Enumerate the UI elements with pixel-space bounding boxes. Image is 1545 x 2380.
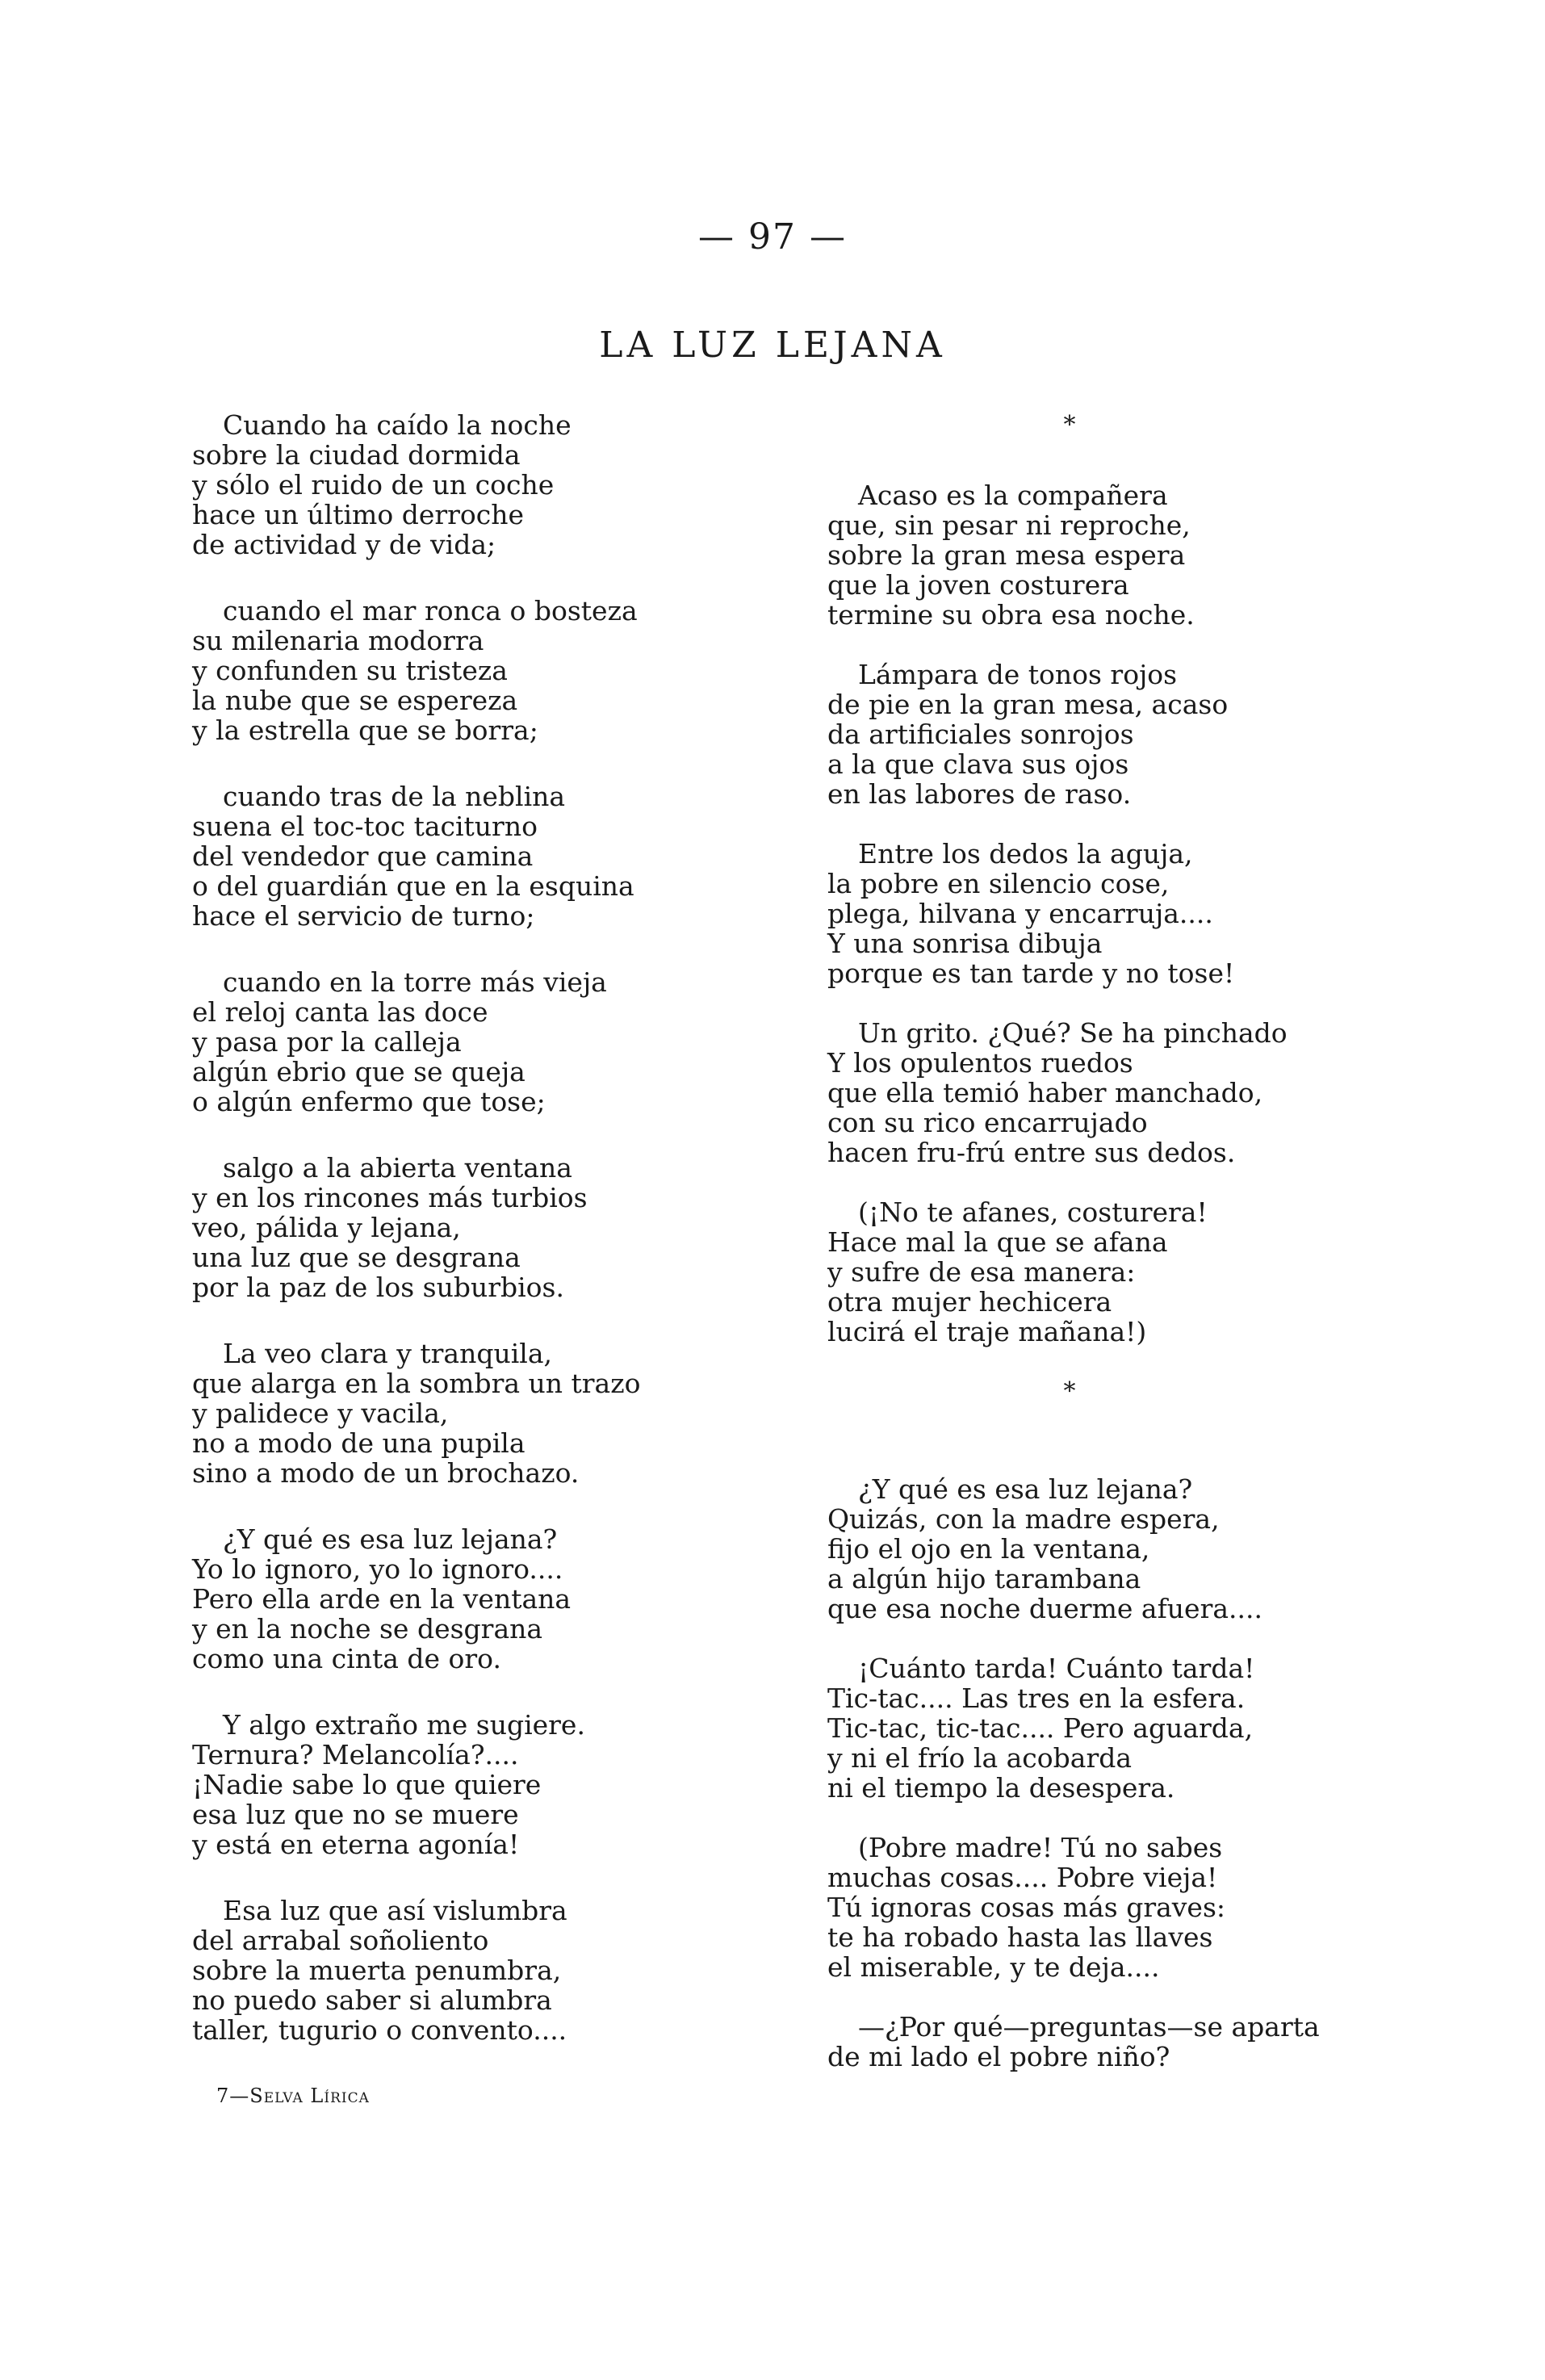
verse-line: fijo el ojo en la ventana, xyxy=(827,1533,1150,1565)
verse-line: porque es tan tarde y no tose! xyxy=(827,957,1235,989)
verse-line: a algún hijo tarambana xyxy=(827,1563,1141,1594)
verse-line: una luz que se desgrana xyxy=(192,1242,521,1273)
verse-line: ni el tiempo la desespera. xyxy=(827,1772,1175,1804)
verse-line: hace el servicio de turno; xyxy=(192,900,535,932)
verse-line: veo, pálida y lejana, xyxy=(192,1212,461,1243)
verse-line: sino a modo de un brochazo. xyxy=(192,1457,580,1489)
verse-line: del vendedor que camina xyxy=(192,840,534,872)
verse-line: Quizás, con la madre espera, xyxy=(827,1503,1220,1535)
stanza xyxy=(192,781,757,931)
stanza xyxy=(827,839,1392,988)
verse-line: (Pobre madre! Tú no sabes xyxy=(858,1832,1223,1863)
verse-line: Ternura? Melancolía?.... xyxy=(192,1739,519,1770)
verse-line: Lámpara de tonos rojos xyxy=(858,659,1178,690)
verse-line: el miserable, y te deja.... xyxy=(827,1951,1160,1983)
verse-line: Cuando ha caído la noche xyxy=(223,409,572,441)
stanza xyxy=(827,1018,1392,1167)
stanza xyxy=(192,596,757,745)
right-column xyxy=(827,410,1392,2101)
verse-line: o algún enfermo que tose; xyxy=(192,1086,546,1117)
verse-line: hacen fru-frú entre sus dedos. xyxy=(827,1137,1236,1168)
verse-line: Tic-tac, tic-tac.... Pero aguarda, xyxy=(827,1712,1254,1744)
stanza xyxy=(192,1339,757,1488)
verse-line: Acaso es la compañera xyxy=(858,480,1168,511)
verse-line: Entre los dedos la aguja, xyxy=(858,838,1193,869)
verse-line: que ella temió haber manchado, xyxy=(827,1077,1263,1108)
verse-line: La veo clara y tranquila, xyxy=(223,1338,553,1369)
stanza xyxy=(192,1710,757,1859)
verse-line: te ha robado hasta las llaves xyxy=(827,1921,1213,1953)
verse-line: muchas cosas.... Pobre vieja! xyxy=(827,1862,1218,1893)
verse-line: Hace mal la que se afana xyxy=(827,1226,1168,1258)
verse-line: ¡Nadie sabe lo que quiere xyxy=(192,1769,542,1800)
verse-line: Y algo extraño me sugiere. xyxy=(223,1709,585,1741)
verse-line: el reloj canta las doce xyxy=(192,996,488,1028)
stanza xyxy=(827,660,1392,809)
verse-line: que esa noche duerme afuera.... xyxy=(827,1593,1262,1624)
stanza xyxy=(827,1833,1392,1982)
verse-line: del arrabal soñoliento xyxy=(192,1925,489,1956)
verse-line: y en los rincones más turbios xyxy=(192,1182,588,1213)
verse-line: con su rico encarrujado xyxy=(827,1107,1148,1138)
verse-line: —¿Por qué—preguntas—se aparta xyxy=(858,2011,1320,2043)
stanza xyxy=(192,1896,757,2045)
verse-line: taller, tugurio o convento.... xyxy=(192,2014,567,2046)
verse-line: suena el toc-toc taciturno xyxy=(192,811,538,842)
poem-title: LA LUZ LEJANA xyxy=(599,325,946,366)
stanza xyxy=(827,1653,1392,1803)
verse-line: y está en eterna agonía! xyxy=(192,1829,520,1860)
stanza-separator: * xyxy=(1063,1377,1076,1406)
verse-line: que la joven costurera xyxy=(827,569,1129,601)
verse-line: hace un último derroche xyxy=(192,499,525,530)
verse-line: no puedo saber si alumbra xyxy=(192,1984,552,2016)
verse-line: sobre la muerta penumbra, xyxy=(192,1955,562,1986)
verse-line: no a modo de una pupila xyxy=(192,1427,525,1459)
stanza xyxy=(827,2012,1392,2072)
verse-line: plega, hilvana y encarruja.... xyxy=(827,898,1213,929)
verse-line: y pasa por la calleja xyxy=(192,1026,462,1058)
verse-line: y sufre de esa manera: xyxy=(827,1256,1136,1288)
verse-line: Tú ignoras cosas más graves: xyxy=(827,1892,1226,1923)
footer-signature: 7—Selva Lírica xyxy=(216,2085,370,2107)
verse-line: y confunden su tristeza xyxy=(192,655,508,686)
verse-line: Tic-tac.... Las tres en la esfera. xyxy=(827,1682,1246,1714)
verse-line: esa luz que no se muere xyxy=(192,1799,519,1830)
left-column xyxy=(192,410,757,2081)
verse-line: y la estrella que se borra; xyxy=(192,714,538,746)
verse-line: como una cinta de oro. xyxy=(192,1643,501,1674)
verse-line: y palidece y vacila, xyxy=(192,1397,449,1429)
verse-line: ¿Y qué es esa luz lejana? xyxy=(858,1473,1193,1505)
verse-line: en las labores de raso. xyxy=(827,778,1132,810)
verse-line: y sólo el ruido de un coche xyxy=(192,469,555,501)
verse-line: ¡Cuánto tarda! Cuánto tarda! xyxy=(858,1653,1255,1684)
stanza xyxy=(827,480,1392,630)
verse-line: termine su obra esa noche. xyxy=(827,599,1195,631)
verse-line: o del guardián que en la esquina xyxy=(192,870,634,902)
verse-line: algún ebrio que se queja xyxy=(192,1056,525,1087)
verse-line: sobre la ciudad dormida xyxy=(192,439,521,471)
verse-line: otra mujer hechicera xyxy=(827,1286,1112,1318)
stanza xyxy=(192,1153,757,1302)
verse-line: que alarga en la sombra un trazo xyxy=(192,1368,641,1399)
right-column-part-b xyxy=(827,1474,1392,2072)
verse-line: y en la noche se desgrana xyxy=(192,1613,543,1645)
verse-line: Esa luz que así vislumbra xyxy=(223,1895,567,1926)
verse-line: la pobre en silencio cose, xyxy=(827,868,1170,899)
verse-line: cuando el mar ronca o bosteza xyxy=(223,595,638,626)
stanza-separator: * xyxy=(1063,411,1076,439)
verse-line: cuando tras de la neblina xyxy=(223,781,566,812)
verse-line: de actividad y de vida; xyxy=(192,529,496,560)
verse-line: y ni el frío la acobarda xyxy=(827,1742,1133,1774)
verse-line: salgo a la abierta ventana xyxy=(223,1152,572,1184)
verse-line: por la paz de los suburbios. xyxy=(192,1272,564,1303)
right-column-part-a xyxy=(827,480,1392,1347)
verse-line: de mi lado el pobre niño? xyxy=(827,2041,1170,2072)
verse-line: a la que clava sus ojos xyxy=(827,748,1129,780)
page-number: — 97 — xyxy=(698,216,847,258)
verse-line: la nube que se espereza xyxy=(192,685,518,716)
verse-line: ¿Y qué es esa luz lejana? xyxy=(223,1523,558,1555)
verse-line: su milenaria modorra xyxy=(192,625,484,656)
verse-line: (¡No te afanes, costurera! xyxy=(858,1196,1208,1228)
stanza xyxy=(192,410,757,559)
verse-line: Pero ella arde en la ventana xyxy=(192,1583,572,1615)
verse-line: cuando en la torre más vieja xyxy=(223,966,607,998)
stanza xyxy=(827,1474,1392,1624)
verse-line: lucirá el traje mañana!) xyxy=(827,1316,1147,1347)
verse-line: Yo lo ignoro, yo lo ignoro.... xyxy=(192,1553,563,1585)
verse-line: Un grito. ¿Qué? Se ha pinchado xyxy=(858,1017,1288,1049)
verse-line: da artificiales sonrojos xyxy=(827,719,1134,750)
stanza xyxy=(192,967,757,1117)
verse-line: que, sin pesar ni reproche, xyxy=(827,509,1191,541)
verse-line: de pie en la gran mesa, acaso xyxy=(827,689,1229,720)
verse-line: sobre la gran mesa espera xyxy=(827,539,1186,571)
verse-line: Y los opulentos ruedos xyxy=(827,1047,1133,1079)
stanza xyxy=(827,1197,1392,1347)
stanza xyxy=(192,1524,757,1674)
verse-line: Y una sonrisa dibuja xyxy=(827,928,1103,959)
